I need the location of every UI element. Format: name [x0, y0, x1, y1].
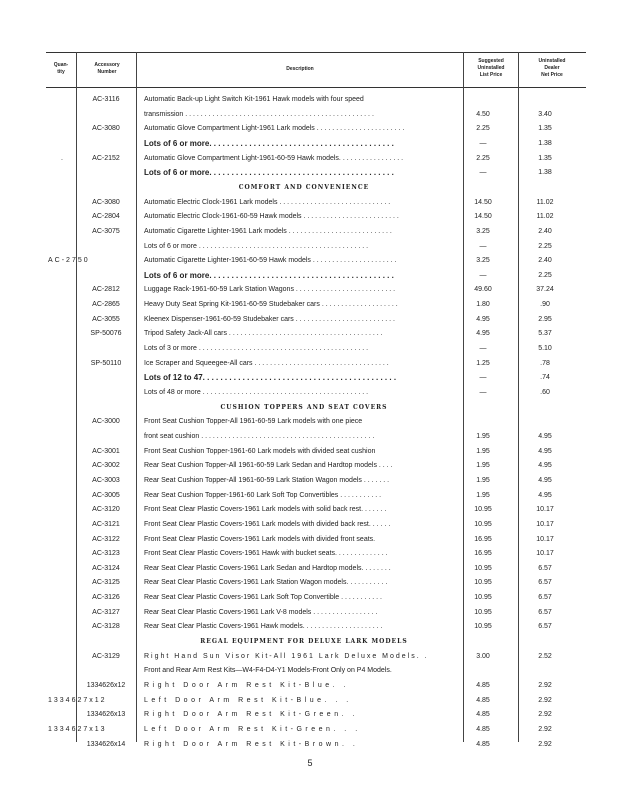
dealer-price-cell: 6.57	[538, 623, 552, 631]
accessory-number-cell: AC-3075	[92, 227, 120, 235]
description-cell: Heavy Duty Seat Spring Kit-1961-60-59 Studebaker cars . . . . . . . . . . . . . . . . . . . .	[144, 301, 398, 309]
description-cell: Right Door Arm Rest Kit-Blue. .	[144, 682, 349, 689]
table-row	[0, 575, 620, 590]
description-cell: Automatic Glove Compartment Light-1961-60-59 Hawk models. . . . . . . . . . . . . . . . .	[144, 154, 404, 162]
table-row	[0, 429, 620, 444]
dealer-price-cell: 37.24	[536, 286, 554, 294]
list-price-cell: 3.00	[476, 652, 490, 660]
dealer-price-cell: 10.17	[536, 520, 554, 528]
accessory-number-cell: AC-2804	[92, 213, 120, 221]
list-price-cell: 10.95	[474, 520, 492, 528]
table-row	[0, 605, 620, 620]
accessory-number-cell: AC-3121	[92, 520, 120, 528]
list-price-cell: —	[479, 169, 487, 177]
dealer-price-cell: .74	[540, 374, 550, 382]
description-cell: Lots of 6 or more . . . . . . . . . . . . . . . . . . . . . . . . . . . . . . . . . . . . . . . . . . . .	[144, 242, 369, 250]
dealer-price-cell: 2.25	[538, 271, 552, 279]
description-cell: Automatic Cigarette Lighter-1961-60-59 Hawk models . . . . . . . . . . . . . . . . . . . . . .	[144, 257, 397, 265]
dealer-price-cell: .60	[540, 389, 550, 396]
table-row	[0, 121, 620, 136]
list-price-cell: 4.95	[476, 330, 490, 338]
list-price-cell: 3.25	[476, 257, 490, 265]
accessory-number-cell: AC-3005	[92, 491, 120, 499]
dealer-price-cell: 2.40	[538, 227, 552, 235]
dealer-price-cell: 1.35	[538, 154, 552, 162]
dealer-price-cell: 2.95	[538, 315, 552, 323]
description-cell: front seat cushion . . . . . . . . . . . . . . . . . . . . . . . . . . . . . . . . . . . . . . . . . . . . .	[144, 432, 375, 440]
section-heading-row	[0, 400, 620, 415]
dealer-price-cell: 1.38	[538, 139, 552, 147]
accessory-number-cell: AC-3128	[92, 623, 120, 631]
description-cell: Automatic Electric Clock-1961-60-59 Hawk models . . . . . . . . . . . . . . . . . . . . . . . . .	[144, 213, 399, 221]
table-row	[0, 356, 620, 371]
dealer-price-cell: 10.17	[536, 550, 554, 558]
list-price-cell: 1.80	[476, 301, 490, 309]
accessory-number-cell: AC-3001	[92, 447, 120, 455]
dealer-price-cell: .90	[540, 301, 550, 309]
dealer-price-cell: 5.10	[538, 345, 552, 353]
section-heading-row	[0, 180, 620, 195]
list-price-cell: 10.95	[474, 579, 492, 587]
list-price-cell: 1.25	[476, 359, 490, 367]
section-heading-row	[0, 634, 620, 649]
description-cell: Lots of 12 to 47. . . . . . . . . . . . . . . . . . . . . . . . . . . . . . . . . . . . . . . . . . . .	[144, 373, 397, 383]
list-price-cell: 10.95	[474, 564, 492, 572]
header-quantity: Quan- tity	[53, 62, 69, 75]
accessory-number-cell: AC-3122	[92, 535, 120, 543]
accessory-number-cell: SP-50110	[90, 359, 122, 367]
list-price-cell: —	[479, 242, 487, 250]
table-row	[0, 444, 620, 459]
accessory-number-cell: AC-3002	[92, 462, 120, 470]
description-cell: Front Seat Clear Plastic Covers-1961 Lark models with solid back rest. . . . . . .	[144, 506, 387, 514]
description-cell: Automatic Cigarette Lighter-1961 Lark models . . . . . . . . . . . . . . . . . . . . . . . . . . .	[144, 227, 392, 235]
description-cell: Rear Seat Clear Plastic Covers-1961 Lark V-8 models . . . . . . . . . . . . . . . . .	[144, 608, 378, 616]
description-cell: Left Door Arm Rest Kit-Green. . .	[144, 725, 361, 733]
accessory-number-cell: AC-3080	[92, 198, 120, 206]
accessory-number-cell: AC-2152	[92, 154, 120, 162]
quantity-cell: .	[61, 154, 63, 162]
list-price-cell: 4.85	[476, 696, 490, 704]
accessory-number-cell: AC-3124	[92, 564, 120, 572]
dealer-price-cell: 3.40	[538, 110, 552, 118]
table-row	[0, 590, 620, 605]
table-row	[0, 532, 620, 547]
accessory-number-cell: AC-3125	[92, 579, 120, 587]
table-row	[0, 561, 620, 576]
table-row	[0, 678, 620, 693]
list-price-cell: 4.85	[476, 725, 490, 733]
accessory-number-cell: SP-50076	[90, 330, 122, 338]
dealer-price-cell: 6.57	[538, 564, 552, 572]
accessory-number-cell: AC-3129	[92, 652, 120, 660]
description-cell: Front Seat Clear Plastic Covers-1961 Lark models with divided front seats.	[144, 535, 376, 543]
section-heading: REGAL EQUIPMENT FOR DELUXE LARK MODELS	[200, 638, 408, 646]
table-row	[0, 312, 620, 327]
description-cell: Right Door Arm Rest Kit-Green. .	[144, 711, 358, 719]
table-row	[0, 239, 620, 254]
table-row	[0, 107, 620, 122]
accessory-number-cell: 1334626x12	[86, 682, 126, 689]
description-cell: Lots of 6 or more. . . . . . . . . . . . . . . . . . . . . . . . . . . . . . . . . . . . . . . . . .	[144, 138, 394, 148]
list-price-cell: 10.95	[474, 594, 492, 602]
description-cell: Rear Seat Clear Plastic Covers-1961 Lark Sedan and Hardtop models. . . . . . . .	[144, 564, 391, 572]
table-row	[0, 649, 620, 664]
dealer-price-cell: 2.92	[538, 725, 552, 733]
dealer-price-cell: 11.02	[536, 198, 554, 206]
list-price-cell: —	[479, 139, 487, 147]
top-rule	[46, 52, 586, 53]
description-cell: Front Seat Clear Plastic Covers-1961 Hawk with bucket seats. . . . . . . . . . . . . .	[144, 550, 388, 558]
list-price-cell: 1.95	[476, 491, 490, 499]
dealer-price-cell: 1.35	[538, 125, 552, 133]
description-cell: Rear Seat Cushion Topper-All 1961-60-59 Lark Sedan and Hardtop models . . . .	[144, 462, 393, 470]
list-price-cell: —	[479, 374, 487, 382]
page-number: 5	[307, 758, 313, 768]
quantity-cell: 1334627x12	[48, 696, 107, 704]
list-price-cell: 3.25	[476, 227, 490, 235]
table-row	[0, 385, 620, 400]
table-row	[0, 502, 620, 517]
table-row	[0, 165, 620, 180]
list-price-cell: 14.50	[474, 198, 492, 206]
dealer-price-cell: 2.52	[538, 652, 552, 660]
accessory-number-cell: 1334626x13	[86, 711, 126, 719]
table-row	[0, 136, 620, 151]
list-price-cell: 10.95	[474, 506, 492, 514]
description-cell: Front and Rear Arm Rest Kits—W4-F4-D4-Y1 Models-Front Only on P4 Models.	[144, 667, 392, 675]
table-row	[0, 282, 620, 297]
list-price-cell: —	[479, 389, 487, 396]
table-row	[0, 663, 620, 678]
dealer-price-cell: 2.92	[538, 740, 552, 748]
list-price-cell: 1.95	[476, 432, 490, 440]
description-cell: Lots of 48 or more . . . . . . . . . . . . . . . . . . . . . . . . . . . . . . . . . . . . . . . . . . .	[144, 389, 369, 396]
description-cell: Lots of 3 or more . . . . . . . . . . . . . . . . . . . . . . . . . . . . . . . . . . . . . . . . . . . .	[144, 345, 369, 353]
description-cell: Rear Seat Cushion Topper-All 1961-60-59 Lark Station Wagon models . . . . . . .	[144, 476, 390, 484]
dealer-price-cell: 6.57	[538, 608, 552, 616]
table-row	[0, 224, 620, 239]
table-row	[0, 414, 620, 429]
description-cell: Right Door Arm Rest Kit-Brown. .	[144, 740, 359, 748]
description-cell: Left Door Arm Rest Kit-Blue. . .	[144, 696, 352, 704]
list-price-cell: 10.95	[474, 608, 492, 616]
dealer-price-cell: 4.95	[538, 462, 552, 470]
dealer-price-cell: 2.25	[538, 242, 552, 250]
list-price-cell: 2.25	[476, 154, 490, 162]
table-row	[0, 693, 620, 708]
description-cell: Rear Seat Cushion Topper-1961-60 Lark Soft Top Convertibles . . . . . . . . . . .	[144, 491, 382, 499]
list-price-cell: 14.50	[474, 213, 492, 221]
list-price-cell: 4.95	[476, 315, 490, 323]
description-cell: Lots of 6 or more. . . . . . . . . . . . . . . . . . . . . . . . . . . . . . . . . . . . . . . . . .	[144, 270, 394, 280]
table-row	[0, 488, 620, 503]
dealer-price-cell: 2.92	[538, 682, 552, 689]
description-cell: Rear Seat Clear Plastic Covers-1961 Lark Station Wagon models. . . . . . . . . . .	[144, 579, 388, 587]
accessory-number-cell: AC-3055	[92, 315, 120, 323]
description-cell: Front Seat Clear Plastic Covers-1961 Lark models with divided back rest. . . . . .	[144, 520, 391, 528]
description-cell: Right Hand Sun Visor Kit-All 1961 Lark Deluxe Models. .	[144, 652, 429, 660]
dealer-price-cell: 6.57	[538, 579, 552, 587]
dealer-price-cell: 4.95	[538, 447, 552, 455]
table-row	[0, 253, 620, 268]
dealer-price-cell: 10.17	[536, 506, 554, 514]
table-row	[0, 209, 620, 224]
description-cell: Lots of 6 or more. . . . . . . . . . . . . . . . . . . . . . . . . . . . . . . . . . . . . . . . . .	[144, 168, 394, 178]
section-heading: COMFORT AND CONVENIENCE	[238, 183, 370, 191]
dealer-price-cell: 2.40	[538, 257, 552, 265]
description-cell: transmission . . . . . . . . . . . . . . . . . . . . . . . . . . . . . . . . . . . . . . . . . . . . . . . . .	[144, 110, 374, 118]
description-cell: Front Seat Cushion Topper-All 1961-60-59 Lark models with one piece	[144, 418, 363, 426]
dealer-price-cell: 4.95	[538, 432, 552, 440]
description-cell: Automatic Glove Compartment Light-1961 Lark models . . . . . . . . . . . . . . . . . . . . . . .	[144, 125, 405, 133]
description-cell: Tripod Safety Jack-All cars . . . . . . . . . . . . . . . . . . . . . . . . . . . . . . . . . . . . . . . .	[144, 330, 383, 338]
list-price-cell: 1.95	[476, 462, 490, 470]
list-price-cell: 1.95	[476, 476, 490, 484]
list-price-cell: —	[479, 271, 487, 279]
table-row	[0, 268, 620, 283]
list-price-cell: 16.95	[474, 535, 492, 543]
accessory-number-cell: AC-3126	[92, 594, 120, 602]
table-row	[0, 546, 620, 561]
accessory-number-cell: AC-3123	[92, 550, 120, 558]
header-description: Description	[286, 66, 314, 72]
dealer-price-cell: 1.38	[538, 169, 552, 177]
dealer-price-cell: 10.17	[536, 535, 554, 543]
table-row	[0, 195, 620, 210]
header-dealer-price: Uninstalled Dealer Net Price	[538, 58, 566, 78]
list-price-cell: —	[479, 345, 487, 353]
table-row	[0, 326, 620, 341]
accessory-number-cell: AC-2812	[92, 286, 120, 294]
dealer-price-cell: 2.92	[538, 711, 552, 719]
accessory-number-cell: AC-3120	[92, 506, 120, 514]
list-price-cell: 2.25	[476, 125, 490, 133]
accessory-number-cell: AC-3116	[92, 96, 120, 103]
description-cell: Luggage Rack-1961-60-59 Lark Station Wagons . . . . . . . . . . . . . . . . . . . . . . . . . .	[144, 286, 396, 294]
dealer-price-cell: 11.02	[536, 213, 554, 221]
dealer-price-cell: 2.92	[538, 696, 552, 704]
table-row	[0, 722, 620, 737]
description-cell: Automatic Back-up Light Switch Kit-1961 Hawk models with four speed	[144, 96, 364, 103]
table-row	[0, 341, 620, 356]
quantity-cell: AC-2750	[48, 257, 90, 265]
quantity-cell: 1334627x13	[48, 725, 107, 733]
section-heading: CUSHION TOPPERS AND SEAT COVERS	[220, 403, 388, 411]
table-row	[0, 370, 620, 385]
list-price-cell: 10.95	[474, 623, 492, 631]
accessory-number-cell: AC-2865	[92, 301, 120, 309]
list-price-cell: 1.95	[476, 447, 490, 455]
list-price-cell: 16.95	[474, 550, 492, 558]
accessory-number-cell: AC-3000	[92, 418, 120, 426]
description-cell: Kleenex Dispenser-1961-60-59 Studebaker cars . . . . . . . . . . . . . . . . . . . . . . . . . .	[144, 315, 395, 323]
table-row	[0, 707, 620, 722]
list-price-cell: 4.85	[476, 682, 490, 689]
table-row	[0, 737, 620, 752]
header-accessory-number: Accessory Number	[94, 62, 120, 75]
dealer-price-cell: 4.95	[538, 491, 552, 499]
description-cell: Front Seat Cushion Topper-1961-60 Lark models with divided seat cushion	[144, 447, 376, 455]
list-price-cell: 4.50	[476, 110, 490, 118]
table-row	[0, 473, 620, 488]
dealer-price-cell: 6.57	[538, 594, 552, 602]
list-price-cell: 4.85	[476, 711, 490, 719]
description-cell: Ice Scraper and Squeegee-All cars . . . . . . . . . . . . . . . . . . . . . . . . . . . . . . . . . . .	[144, 359, 389, 367]
header-rule	[46, 87, 586, 88]
description-cell: Automatic Electric Clock-1961 Lark models . . . . . . . . . . . . . . . . . . . . . . . . . . . . .	[144, 198, 391, 206]
table-row	[0, 619, 620, 634]
dealer-price-cell: 4.95	[538, 476, 552, 484]
accessory-number-cell: AC-3003	[92, 476, 120, 484]
list-price-cell: 49.60	[474, 286, 492, 294]
list-price-cell: 4.85	[476, 740, 490, 748]
accessory-number-cell: AC-3080	[92, 125, 120, 133]
accessory-number-cell: 1334626x14	[86, 740, 126, 748]
accessory-number-cell: AC-3127	[92, 608, 120, 616]
header-suggested-price: Suggested Uninstalled List Price	[477, 58, 505, 78]
table-row	[0, 151, 620, 166]
table-row	[0, 92, 620, 107]
dealer-price-cell: 5.37	[538, 330, 552, 338]
description-cell: Rear Seat Clear Plastic Covers-1961 Hawk models. . . . . . . . . . . . . . . . . . . . .	[144, 623, 383, 631]
table-row	[0, 458, 620, 473]
table-row	[0, 297, 620, 312]
dealer-price-cell: .78	[540, 359, 550, 367]
description-cell: Rear Seat Clear Plastic Covers-1961 Lark Soft Top Convertible . . . . . . . . . . .	[144, 594, 382, 602]
table-row	[0, 517, 620, 532]
